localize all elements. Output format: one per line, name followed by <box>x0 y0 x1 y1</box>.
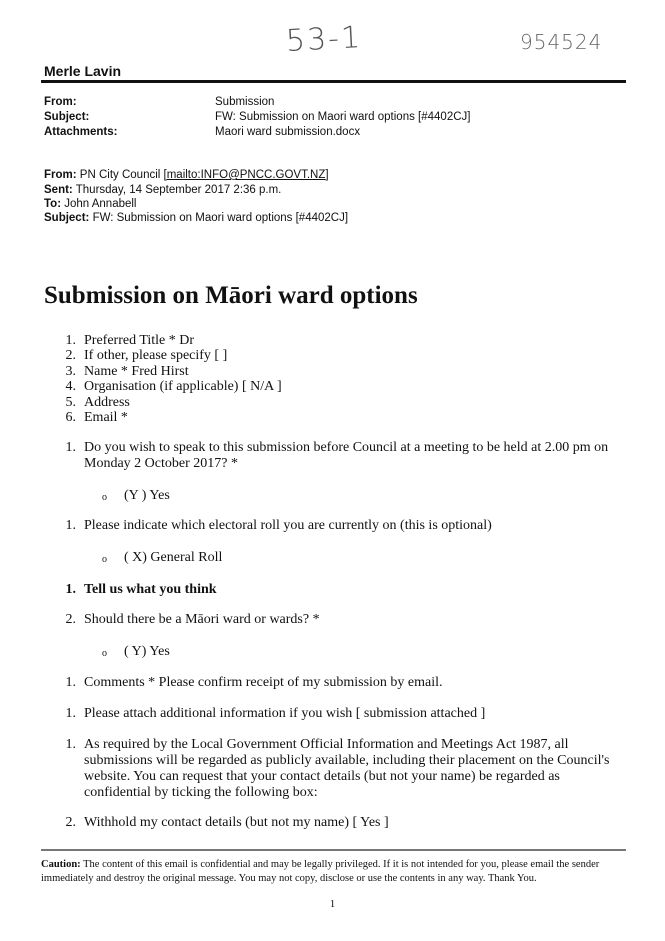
ward-answer: ( Y) Yes <box>124 644 170 659</box>
forwarded-sent-label: Sent: <box>44 184 73 196</box>
speak-answer: (Y ) Yes <box>124 488 170 503</box>
list-item-number: 1. <box>65 333 76 348</box>
handwritten-annotation-right: 954524 <box>520 30 603 54</box>
subject-value: FW: Submission on Maori ward options [#4402CJ] <box>215 111 471 123</box>
roll-answer: ( X) General Roll <box>124 550 223 565</box>
forwarded-subject-value: FW: Submission on Maori ward options [#4402CJ] <box>92 212 349 224</box>
list-item-number: 1. <box>65 440 76 455</box>
sender-name: Merle Lavin <box>44 63 122 79</box>
preferred-title-item: Preferred Title * Dr <box>84 333 195 348</box>
name-item: Name * Fred Hirst <box>84 364 189 379</box>
list-item-number: 2. <box>65 815 76 830</box>
forwarded-subject <box>44 212 348 224</box>
forwarded-from-label: From: <box>44 169 77 181</box>
address-item: Address <box>84 395 130 410</box>
page-number: 1 <box>329 898 336 910</box>
list-item-number: 4. <box>65 379 76 394</box>
forwarded-to-label: To: <box>44 198 62 210</box>
list-item-number: 1. <box>65 706 76 721</box>
list-item-number: 1. <box>65 582 76 597</box>
caution-rule <box>41 849 626 851</box>
bullet-icon: o <box>102 554 107 565</box>
handwritten-annotation-left: 53-1 <box>285 20 363 59</box>
forwarded-sent <box>44 184 281 196</box>
attach-text: Please attach additional information if you wish [ submission attached ] <box>84 706 486 721</box>
list-item-number: 1. <box>65 737 76 752</box>
header-rule <box>41 80 626 83</box>
section-heading: Tell us what you think <box>84 582 217 597</box>
list-item-number: 1. <box>65 518 76 533</box>
forwarded-sent-value: Thursday, 14 September 2017 2:36 p.m. <box>75 184 282 196</box>
withhold-text: Withhold my contact details (but not my name) [ Yes ] <box>84 815 389 830</box>
comments-text: Comments * Please confirm receipt of my submission by email. <box>84 675 443 690</box>
bullet-icon: o <box>102 492 107 503</box>
subject-label: Subject: <box>44 111 90 123</box>
list-item-number: 2. <box>65 348 76 363</box>
list-item-number: 5. <box>65 395 76 410</box>
organisation-item: Organisation (if applicable) [ N/A ] <box>84 379 282 394</box>
from-value: Submission <box>215 96 275 108</box>
list-item-number: 3. <box>65 364 76 379</box>
question-text-cont: Monday 2 October 2017? * <box>84 456 238 471</box>
caution-text: The content of this email is confidential and may be legally privileged. If it is not intended for you, please email the sender immediately and destroy the original message. You may not copy, disclose or use the contents in any way. Thank You. <box>41 859 600 884</box>
caution-notice <box>41 858 626 886</box>
question-text: Please indicate which electoral roll you are currently on (this is optional) <box>84 518 492 533</box>
attachments-label: Attachments: <box>44 126 118 138</box>
email-item: Email * <box>84 410 128 425</box>
question-text: Do you wish to speak to this submission before Council at a meeting to be held at 2.00 pm on <box>84 440 609 455</box>
forwarded-to <box>44 198 137 210</box>
list-item-number: 6. <box>65 410 76 425</box>
bullet-icon: o <box>102 648 107 659</box>
caution-label: Caution: <box>41 859 81 870</box>
attachment-link[interactable]: Maori ward submission.docx <box>215 126 361 138</box>
other-title-item: If other, please specify [ ] <box>84 348 228 363</box>
forwarded-subject-label: Subject: <box>44 212 90 224</box>
forwarded-to-value: John Annabell <box>64 198 137 210</box>
mailto-link[interactable]: [mailto:INFO@PNCC.GOVT.NZ] <box>163 169 329 181</box>
privacy-statement: As required by the Local Government Official Information and Meetings Act 1987, all submissions will be regarded as publicly available, including their placement on the Council's website. You can request that your contact details (but not your name) be regarded as confidential by ticking the following box: <box>84 737 610 800</box>
list-item-number: 2. <box>65 612 76 627</box>
page-title: Submission on Māori ward options <box>44 282 418 309</box>
from-label: From: <box>44 96 77 108</box>
question-text: Should there be a Māori ward or wards? * <box>84 612 320 627</box>
forwarded-from <box>44 169 329 181</box>
forwarded-from-value: PN City Council <box>79 169 161 181</box>
list-item-number: 1. <box>65 675 76 690</box>
